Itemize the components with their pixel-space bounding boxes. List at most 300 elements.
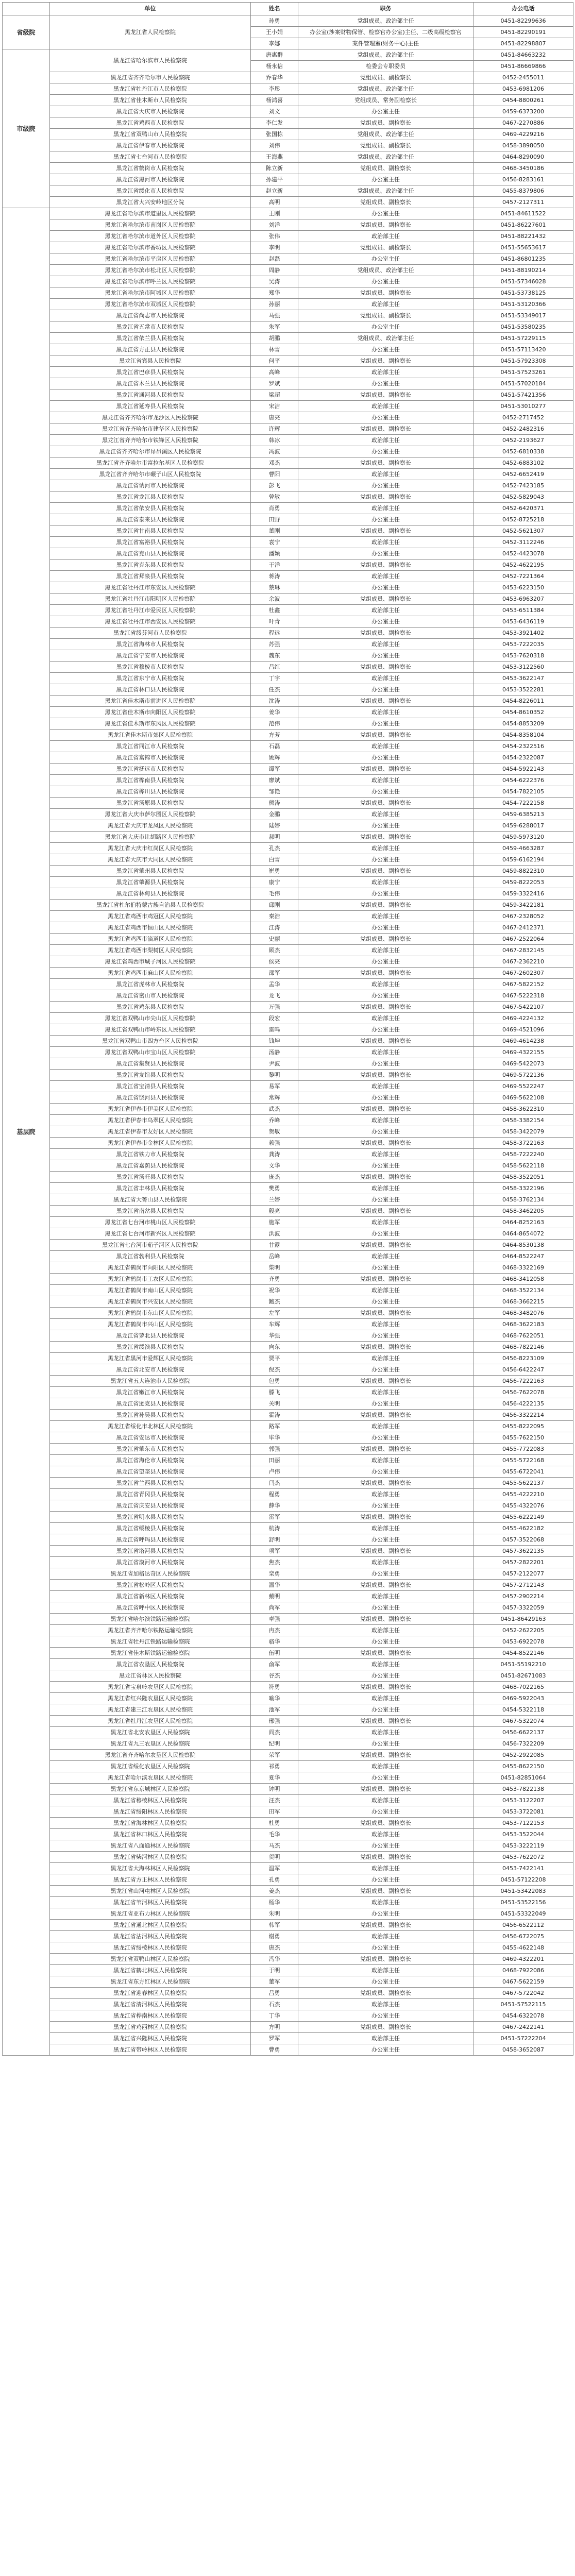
- table-row: [3, 662, 573, 673]
- title-cell: 政治部主任: [298, 1047, 473, 1058]
- contact-table: [2, 2, 573, 2056]
- table-row: [3, 1194, 573, 1206]
- name-cell: 祝华: [251, 1285, 298, 1296]
- table-row: [3, 1625, 573, 1636]
- phone-cell: 0459-4663287: [473, 843, 573, 854]
- phone-cell: 0451-57222204: [473, 2033, 573, 2044]
- phone-cell: 0467-2602307: [473, 968, 573, 979]
- unit-cell: 黑龙江省七台河市新兴区人民检察院: [50, 1228, 251, 1240]
- title-cell: 党组成员、副检察长: [298, 310, 473, 321]
- table-row: [3, 1818, 573, 1829]
- title-cell: 政治部主任: [298, 1761, 473, 1772]
- name-cell: 卓强: [251, 1614, 298, 1625]
- table-row: [3, 446, 573, 457]
- phone-cell: 0455-8222095: [473, 1421, 573, 1432]
- table-row: [3, 537, 573, 548]
- name-cell: 邓杰: [251, 457, 298, 469]
- phone-cell: 0455-4322076: [473, 1500, 573, 1512]
- name-cell: 刘文: [251, 106, 298, 117]
- unit-cell: 黑龙江省宾县人民检察院: [50, 355, 251, 367]
- table-row: [3, 1512, 573, 1523]
- title-cell: 党组成员、政治部主任: [298, 185, 473, 197]
- table-row: [3, 1024, 573, 1036]
- phone-cell: 0453-3122560: [473, 662, 573, 673]
- table-row: [3, 412, 573, 423]
- table-row: [3, 945, 573, 956]
- title-cell: 政治部主任: [298, 1489, 473, 1500]
- title-cell: 党组成员、政治部主任: [298, 49, 473, 61]
- name-cell: 朱军: [251, 321, 298, 333]
- phone-cell: 0453-3722081: [473, 1806, 573, 1818]
- name-cell: 戴明: [251, 1591, 298, 1602]
- table-row: [3, 1330, 573, 1342]
- name-cell: 贺敏: [251, 1126, 298, 1138]
- table-row: [3, 1047, 573, 1058]
- table-row: [3, 752, 573, 764]
- table-row: [3, 843, 573, 854]
- name-cell: 荣军: [251, 1750, 298, 1761]
- unit-cell: 黑龙江省漠河市人民检察院: [50, 1557, 251, 1568]
- table-row: [3, 1319, 573, 1330]
- table-row: [3, 1432, 573, 1444]
- name-cell: 孔杰: [251, 843, 298, 854]
- table-row: [3, 1376, 573, 1387]
- title-cell: 检委会专职委员: [298, 61, 473, 72]
- table-row: [3, 707, 573, 718]
- title-cell: 党组成员、副检察长: [298, 934, 473, 945]
- title-cell: 政治部主任: [298, 1013, 473, 1024]
- table-row: [3, 1262, 573, 1274]
- title-cell: 政治部主任: [298, 1183, 473, 1194]
- name-cell: 袁宁: [251, 537, 298, 548]
- phone-cell: 0455-6722041: [473, 1466, 573, 1478]
- title-cell: 办公室主任: [298, 1432, 473, 1444]
- table-row: [3, 1342, 573, 1353]
- phone-cell: 0451-86801235: [473, 253, 573, 265]
- table-row: [3, 163, 573, 174]
- table-row: [3, 979, 573, 990]
- title-cell: 政治部主任: [298, 1149, 473, 1160]
- name-cell: 唐惠群: [251, 49, 298, 61]
- name-cell: 冯波: [251, 446, 298, 457]
- level-cell: 基层院: [3, 208, 50, 2056]
- phone-cell: 0451-53738125: [473, 287, 573, 299]
- unit-cell: 黑龙江省肇州县人民检察院: [50, 866, 251, 877]
- unit-cell: 黑龙江省友谊县人民检察院: [50, 1070, 251, 1081]
- unit-cell: 黑龙江省伊春市乌翠区人民检察院: [50, 1115, 251, 1126]
- title-cell: 办公室主任: [298, 208, 473, 219]
- title-cell: 政治部主任: [298, 1421, 473, 1432]
- name-cell: 于明: [251, 1965, 298, 1976]
- title-cell: 政治部主任: [298, 639, 473, 650]
- phone-cell: 0453-3921402: [473, 628, 573, 639]
- title-cell: 办公室主任: [298, 480, 473, 492]
- title-cell: 政治部主任: [298, 843, 473, 854]
- phone-cell: 0454-2322516: [473, 741, 573, 752]
- title-cell: 党组成员、副检察长: [298, 1852, 473, 1863]
- header-name: 姓名: [251, 3, 298, 15]
- title-cell: 办公室主任: [298, 548, 473, 560]
- table-row: [3, 605, 573, 616]
- phone-cell: 0457-3622135: [473, 1546, 573, 1557]
- name-cell: 程勇: [251, 1489, 298, 1500]
- title-cell: 政治部主任: [298, 1591, 473, 1602]
- unit-cell: 黑龙江省牡丹江市东安区人民检察院: [50, 582, 251, 594]
- table-row: [3, 741, 573, 752]
- name-cell: 董军: [251, 1976, 298, 1988]
- table-row: [3, 1602, 573, 1614]
- unit-cell: 黑龙江省佳木斯市向阳区人民检察院: [50, 707, 251, 718]
- name-cell: 段宏: [251, 1013, 298, 1024]
- table-row: [3, 1591, 573, 1602]
- title-cell: 党组成员、副检察长: [298, 1036, 473, 1047]
- name-cell: 郑华: [251, 287, 298, 299]
- phone-cell: 0469-4224132: [473, 1013, 573, 1024]
- title-cell: 党组成员、副检察长: [298, 1172, 473, 1183]
- unit-cell: 黑龙江省红兴隆农垦区人民检察院: [50, 1693, 251, 1704]
- table-row: [3, 276, 573, 287]
- title-cell: 政治部主任: [298, 469, 473, 480]
- name-cell: 夏华: [251, 1772, 298, 1784]
- unit-cell: 黑龙江省农垦区人民检察院: [50, 1659, 251, 1670]
- title-cell: 办公室主任: [298, 1228, 473, 1240]
- unit-cell: 黑龙江省双鸭山林区人民检察院: [50, 1954, 251, 1965]
- table-row: [3, 1410, 573, 1421]
- name-cell: 滕飞: [251, 1387, 298, 1398]
- phone-cell: 0455-5622137: [473, 1478, 573, 1489]
- table-row: [3, 820, 573, 832]
- title-cell: 党组成员、政治部主任: [298, 129, 473, 140]
- phone-cell: 0451-84663232: [473, 49, 573, 61]
- unit-cell: 黑龙江省齐齐哈尔市富拉尔基区人民检察院: [50, 457, 251, 469]
- unit-cell: 黑龙江省齐齐哈尔农垦区人民检察院: [50, 1750, 251, 1761]
- table-row: [3, 1580, 573, 1591]
- unit-cell: 黑龙江省鸡西市滴道区人民检察院: [50, 934, 251, 945]
- name-cell: 庞杰: [251, 1172, 298, 1183]
- table-row: [3, 344, 573, 355]
- title-cell: 案件管理室(财务中心)主任: [298, 38, 473, 49]
- level-cell: 市级院: [3, 49, 50, 208]
- name-cell: 侯亮: [251, 956, 298, 968]
- unit-cell: 黑龙江省七台河市茄子河区人民检察院: [50, 1240, 251, 1251]
- title-cell: 党组成员、副检察长: [298, 1274, 473, 1285]
- unit-cell: 黑龙江省宝泉岭农垦区人民检察院: [50, 1682, 251, 1693]
- table-body: [3, 15, 573, 2056]
- table-row: [3, 2022, 573, 2033]
- unit-cell: 黑龙江省牡丹江市阳明区人民检察院: [50, 594, 251, 605]
- table-row: [3, 367, 573, 378]
- title-cell: 办公室主任: [298, 1670, 473, 1682]
- phone-cell: 0454-8800261: [473, 95, 573, 106]
- name-cell: 栾勇: [251, 1568, 298, 1580]
- unit-cell: 黑龙江省讷河市人民检察院: [50, 480, 251, 492]
- table-row: [3, 639, 573, 650]
- title-cell: 党组成员、副检察长: [298, 730, 473, 741]
- name-cell: 于洋: [251, 560, 298, 571]
- name-cell: 丁华: [251, 2010, 298, 2022]
- phone-cell: 0467-2362210: [473, 956, 573, 968]
- unit-cell: 黑龙江省大庆市人民检察院: [50, 106, 251, 117]
- phone-cell: 0453-7222035: [473, 639, 573, 650]
- unit-cell: 黑龙江省海林林区人民检察院: [50, 1818, 251, 1829]
- name-cell: 焦杰: [251, 1557, 298, 1568]
- table-row: [3, 1036, 573, 1047]
- table-row: [3, 2010, 573, 2022]
- title-cell: 党组成员、副检察长: [298, 764, 473, 775]
- name-cell: 包勇: [251, 1376, 298, 1387]
- table-row: [3, 1886, 573, 1897]
- phone-cell: 0469-5422073: [473, 1058, 573, 1070]
- title-cell: 政治部主任: [298, 1795, 473, 1806]
- phone-cell: 0453-6922078: [473, 1636, 573, 1648]
- phone-cell: 0464-8654072: [473, 1228, 573, 1240]
- title-cell: 政治部主任: [298, 979, 473, 990]
- name-cell: 许辉: [251, 423, 298, 435]
- phone-cell: 0452-8725218: [473, 514, 573, 526]
- unit-cell: 黑龙江省双鸭山市四方台区人民检察院: [50, 1036, 251, 1047]
- table-row: [3, 117, 573, 129]
- phone-cell: 0455-4622148: [473, 1942, 573, 1954]
- name-cell: 郭强: [251, 1444, 298, 1455]
- name-cell: 姚辉: [251, 752, 298, 764]
- name-cell: 武杰: [251, 1104, 298, 1115]
- title-cell: 党组成员、副检察长: [298, 197, 473, 208]
- title-cell: 党组成员、副检察长: [298, 1614, 473, 1625]
- phone-cell: 0452-7221364: [473, 571, 573, 582]
- table-row: [3, 1183, 573, 1194]
- table-row: [3, 956, 573, 968]
- name-cell: 易军: [251, 1081, 298, 1092]
- table-row: [3, 299, 573, 310]
- unit-cell: 黑龙江省林区人民检察院: [50, 1670, 251, 1682]
- table-row: [3, 560, 573, 571]
- unit-cell: 黑龙江省方正林区人民检察院: [50, 1874, 251, 1886]
- unit-cell: 黑龙江省齐齐哈尔铁路运输检察院: [50, 1625, 251, 1636]
- phone-cell: 0451-57113420: [473, 344, 573, 355]
- title-cell: 党组成员、副检察长: [298, 1580, 473, 1591]
- unit-cell: 黑龙江省宝清县人民检察院: [50, 1081, 251, 1092]
- table-row: [3, 72, 573, 83]
- phone-cell: 0468-7622051: [473, 1330, 573, 1342]
- title-cell: 政治部主任: [298, 1285, 473, 1296]
- unit-cell: 黑龙江省双鸭山市人民检察院: [50, 129, 251, 140]
- table-row: [3, 1500, 573, 1512]
- title-cell: 办公室主任: [298, 1874, 473, 1886]
- title-cell: 政治部主任: [298, 537, 473, 548]
- phone-cell: 0454-8853209: [473, 718, 573, 730]
- table-row: [3, 1806, 573, 1818]
- table-row: [3, 1444, 573, 1455]
- phone-cell: 0458-3382154: [473, 1115, 573, 1126]
- name-cell: 王小娟: [251, 27, 298, 38]
- name-cell: 施军: [251, 1217, 298, 1228]
- name-cell: 方芳: [251, 730, 298, 741]
- table-row: [3, 786, 573, 798]
- title-cell: 办公室主任: [298, 684, 473, 696]
- phone-cell: 0451-53322049: [473, 1908, 573, 1920]
- table-row: [3, 423, 573, 435]
- unit-cell: 黑龙江省克山县人民检察院: [50, 548, 251, 560]
- phone-cell: 0457-3322059: [473, 1602, 573, 1614]
- table-row: [3, 1784, 573, 1795]
- phone-cell: 0453-7620318: [473, 650, 573, 662]
- unit-cell: 黑龙江省嘉荫县人民检察院: [50, 1160, 251, 1172]
- phone-cell: 0468-3662215: [473, 1296, 573, 1308]
- phone-cell: 0468-7022165: [473, 1682, 573, 1693]
- table-row: [3, 1172, 573, 1183]
- phone-cell: 0456-6422247: [473, 1364, 573, 1376]
- phone-cell: 0456-6622137: [473, 1727, 573, 1738]
- name-cell: 石杰: [251, 1999, 298, 2010]
- table-row: [3, 197, 573, 208]
- title-cell: 政治部主任: [298, 707, 473, 718]
- title-cell: 政治部主任: [298, 231, 473, 242]
- title-cell: 党组成员、副检察长: [298, 560, 473, 571]
- phone-cell: 0452-4423078: [473, 548, 573, 560]
- table-row: [3, 1387, 573, 1398]
- phone-cell: 0464-8290090: [473, 151, 573, 163]
- phone-cell: 0458-3762134: [473, 1194, 573, 1206]
- phone-cell: 0453-6223150: [473, 582, 573, 594]
- unit-cell: 黑龙江省肇源县人民检察院: [50, 877, 251, 888]
- header-level: [3, 3, 50, 15]
- phone-cell: 0455-4222210: [473, 1489, 573, 1500]
- table-row: [3, 1228, 573, 1240]
- table-row: [3, 106, 573, 117]
- title-cell: 政治部主任: [298, 1999, 473, 2010]
- table-row: [3, 1353, 573, 1364]
- name-cell: 田丽: [251, 1455, 298, 1466]
- table-row: [3, 231, 573, 242]
- title-cell: 办公室主任: [298, 1942, 473, 1954]
- unit-cell: 黑龙江省鸡东县人民检察院: [50, 1002, 251, 1013]
- unit-cell: 黑龙江省北安市人民检察院: [50, 1364, 251, 1376]
- unit-cell: 黑龙江省北安农垦区人民检察院: [50, 1727, 251, 1738]
- phone-cell: 0452-2717452: [473, 412, 573, 423]
- unit-cell: 黑龙江省东京城林区人民检察院: [50, 1784, 251, 1795]
- unit-cell: 黑龙江省哈尔滨市呼兰区人民检察院: [50, 276, 251, 287]
- table-row: [3, 1466, 573, 1478]
- table-row: [3, 888, 573, 900]
- phone-cell: 0453-6511384: [473, 605, 573, 616]
- table-row: [3, 616, 573, 628]
- phone-cell: 0454-6222376: [473, 775, 573, 786]
- name-cell: 罗斌: [251, 378, 298, 389]
- name-cell: 彭飞: [251, 480, 298, 492]
- name-cell: 关明: [251, 1398, 298, 1410]
- phone-cell: 0452-2622205: [473, 1625, 573, 1636]
- title-cell: 办公室主任: [298, 786, 473, 798]
- name-cell: 任杰: [251, 684, 298, 696]
- name-cell: 黎明: [251, 1070, 298, 1081]
- unit-cell: 黑龙江省克东县人民检察院: [50, 560, 251, 571]
- table-row: [3, 1840, 573, 1852]
- table-row: [3, 1931, 573, 1942]
- table-row: [3, 628, 573, 639]
- title-cell: 办公室主任: [298, 1160, 473, 1172]
- phone-cell: 0468-3522134: [473, 1285, 573, 1296]
- phone-cell: 0456-8223109: [473, 1353, 573, 1364]
- phone-cell: 0457-3522068: [473, 1534, 573, 1546]
- unit-cell: 黑龙江省迎春林区人民检察院: [50, 1988, 251, 1999]
- phone-cell: 0468-3412058: [473, 1274, 573, 1285]
- phone-cell: 0451-82299636: [473, 15, 573, 27]
- name-cell: 白雪: [251, 854, 298, 866]
- phone-cell: 0453-7122153: [473, 1818, 573, 1829]
- name-cell: 赖强: [251, 1138, 298, 1149]
- phone-cell: 0467-2412371: [473, 922, 573, 934]
- unit-cell: 黑龙江省加格达奇区人民检察院: [50, 1568, 251, 1580]
- unit-cell: 黑龙江省龙江县人民检察院: [50, 492, 251, 503]
- name-cell: 孙丽: [251, 299, 298, 310]
- table-row: [3, 1285, 573, 1296]
- title-cell: 党组成员、副检察长: [298, 1954, 473, 1965]
- phone-cell: 0459-3322416: [473, 888, 573, 900]
- name-cell: 贺明: [251, 1852, 298, 1863]
- table-row: [3, 1704, 573, 1716]
- unit-cell: 黑龙江省双鸭山市尖山区人民检察院: [50, 1013, 251, 1024]
- phone-cell: 0451-82290191: [473, 27, 573, 38]
- unit-cell: 黑龙江省安达市人民检察院: [50, 1432, 251, 1444]
- title-cell: 党组成员、副检察长: [298, 355, 473, 367]
- phone-cell: 0467-2270886: [473, 117, 573, 129]
- name-cell: 金鹏: [251, 809, 298, 820]
- table-row: [3, 1670, 573, 1682]
- title-cell: 党组成员、副检察长: [298, 696, 473, 707]
- name-cell: 符勇: [251, 1682, 298, 1693]
- name-cell: 罗军: [251, 2033, 298, 2044]
- title-cell: 办公室主任: [298, 956, 473, 968]
- unit-cell: 黑龙江省鹤岗市兴安区人民检察院: [50, 1296, 251, 1308]
- table-row: [3, 1988, 573, 1999]
- title-cell: 党组成员、副检察长: [298, 1886, 473, 1897]
- unit-cell: 黑龙江省大箐山县人民检察院: [50, 1194, 251, 1206]
- name-cell: 洪波: [251, 1228, 298, 1240]
- unit-cell: 黑龙江省桦南县人民检察院: [50, 775, 251, 786]
- table-row: [3, 1217, 573, 1228]
- title-cell: 办公室主任: [298, 1602, 473, 1614]
- title-cell: 党组成员、副检察长: [298, 662, 473, 673]
- title-cell: 政治部主任: [298, 1897, 473, 1908]
- unit-cell: 黑龙江省齐齐哈尔市人民检察院: [50, 72, 251, 83]
- title-cell: 党组成员、副检察长: [298, 1138, 473, 1149]
- phone-cell: 0451-82851064: [473, 1772, 573, 1784]
- unit-cell: 黑龙江省黑河市爱辉区人民检察院: [50, 1353, 251, 1364]
- title-cell: 党组成员、副检察长: [298, 287, 473, 299]
- phone-cell: 0451-53422083: [473, 1886, 573, 1897]
- title-cell: 政治部主任: [298, 741, 473, 752]
- title-cell: 办公室主任: [298, 1500, 473, 1512]
- phone-cell: 0453-7422141: [473, 1863, 573, 1874]
- phone-cell: 0451-57421356: [473, 389, 573, 401]
- table-row: [3, 1999, 573, 2010]
- name-cell: 沈涛: [251, 696, 298, 707]
- title-cell: 办公室主任: [298, 582, 473, 594]
- title-cell: 政治部主任: [298, 401, 473, 412]
- title-cell: 党组成员、副检察长: [298, 900, 473, 911]
- unit-cell: 黑龙江省铁力市人民检察院: [50, 1149, 251, 1160]
- contact-document: [2, 2, 573, 2056]
- name-cell: 江涛: [251, 922, 298, 934]
- name-cell: 林雪: [251, 344, 298, 355]
- name-cell: 高峰: [251, 367, 298, 378]
- table-row: [3, 1421, 573, 1432]
- table-row: [3, 934, 573, 945]
- table-row: [3, 1115, 573, 1126]
- name-cell: 姜杰: [251, 1886, 298, 1897]
- unit-cell: 黑龙江省哈尔滨市道里区人民检察院: [50, 208, 251, 219]
- name-cell: 魏东: [251, 650, 298, 662]
